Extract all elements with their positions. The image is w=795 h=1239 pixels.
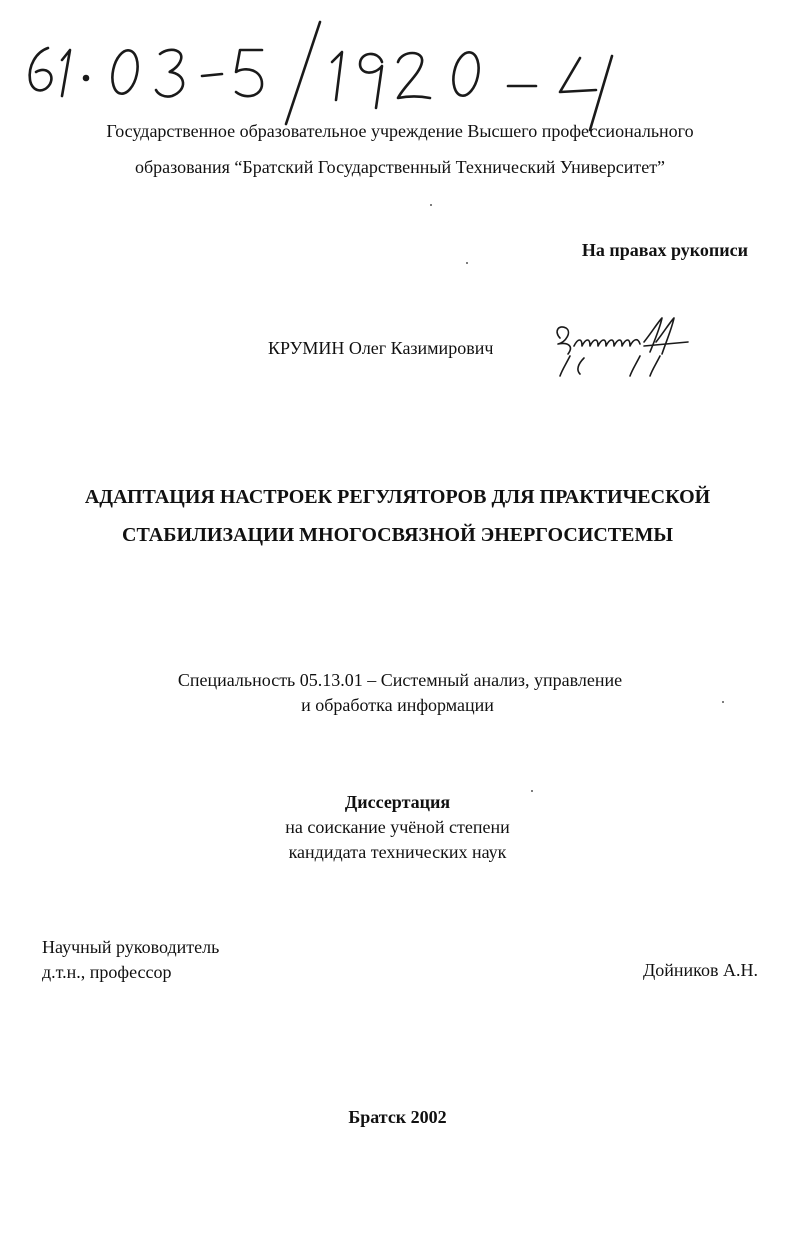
dissertation-line-1: на соискание учёной степени	[285, 817, 510, 837]
signature-drawing	[548, 312, 708, 382]
thesis-title-line-1: АДАПТАЦИЯ НАСТРОЕК РЕГУЛЯТОРОВ ДЛЯ ПРАКТИЧЕСКОЙ	[84, 486, 711, 508]
specialty-line-1: Специальность 05.13.01 – Системный анализ, управление	[177, 670, 623, 690]
supervisor-degree: д.т.н., профессор	[42, 962, 172, 982]
supervisor-role: Научный руководитель	[42, 937, 220, 957]
author-name: КРУМИН Олег Казимирович	[268, 338, 494, 358]
place-year: Братск 2002	[348, 1107, 447, 1127]
supervisor-name: Дойников А.Н.	[642, 960, 758, 980]
dissertation-heading: Диссертация	[344, 792, 451, 812]
thesis-title-line-2: СТАБИЛИЗАЦИИ МНОГОСВЯЗНОЙ ЭНЕРГОСИСТЕМЫ	[122, 524, 673, 546]
dissertation-line-2: кандидата технических наук	[288, 842, 507, 862]
author-signature	[548, 312, 708, 382]
scan-speck	[466, 262, 468, 264]
specialty-line-2: и обработка информации	[301, 695, 494, 715]
institution-line-1: Государственное образовательное учреждение Высшего профессионального	[106, 121, 694, 141]
scan-speck	[531, 790, 533, 792]
institution-line-2: образования “Братский Государственный Технический Университет”	[134, 157, 666, 177]
scan-speck	[722, 701, 724, 703]
scan-speck	[430, 204, 432, 206]
manuscript-note: На правах рукописи	[581, 240, 748, 260]
